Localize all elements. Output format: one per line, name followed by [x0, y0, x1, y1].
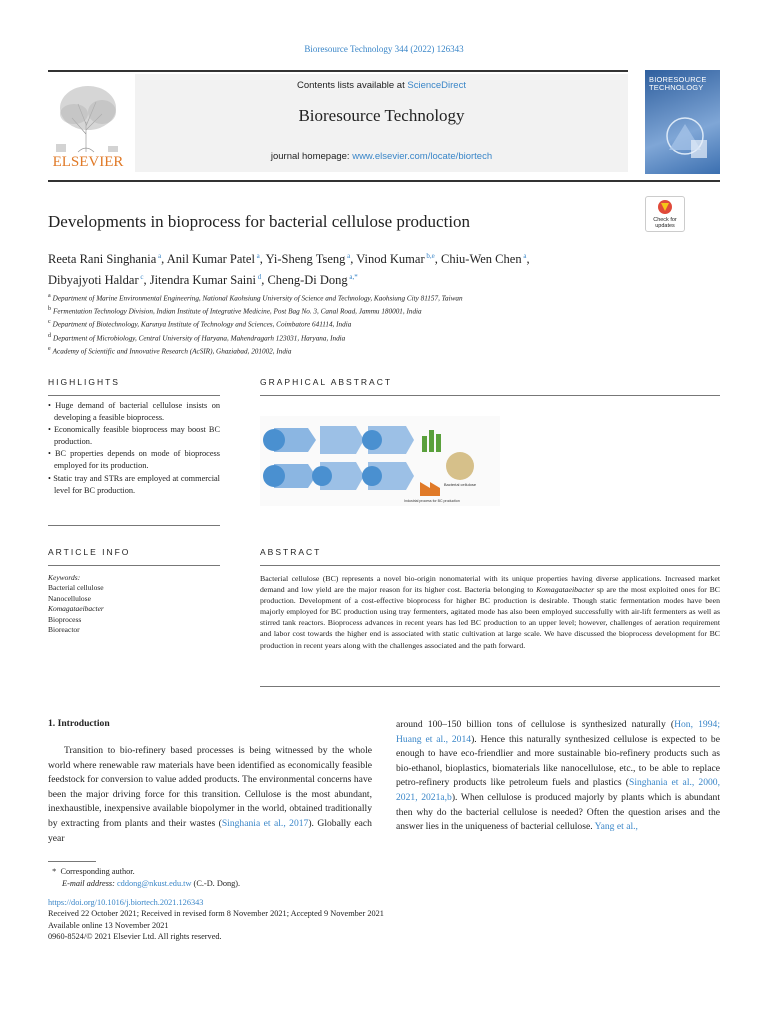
corresponding-author-note: * Corresponding author.	[48, 867, 135, 876]
author-name[interactable]: Anil Kumar Patel	[166, 252, 255, 267]
affiliation-line	[48, 304, 720, 317]
journal-name: Bioresource Technology	[298, 106, 465, 125]
journal-cover[interactable]	[645, 70, 720, 174]
check-for-updates-button[interactable]	[645, 196, 685, 232]
ga-label-bc: Bacterial cellulose	[443, 482, 477, 487]
highlight-item: • BC properties depends on mode of bioprocess employed for its production.	[48, 449, 220, 471]
author-name[interactable]: Dibyajyoti Haldar	[48, 273, 139, 288]
cover-title-line-2: TECHNOLOGY	[649, 83, 704, 92]
highlight-item: • Huge demand of bacterial cellulose insists on developing a feasible bioprocess.	[48, 401, 220, 423]
graphical-abstract-figure	[260, 416, 500, 506]
homepage-prefix: journal homepage:	[270, 151, 353, 162]
author-separator: ,	[161, 252, 167, 267]
abstract-bottom-rule	[260, 686, 720, 687]
abstract-part-2: sp are the most exploited ones for BC production. Development of a cost-effective bioprocess for higher BC production is desirable. Though static fermentation modes have been majorly employed for BC production using tray fermenters, agitated mode has also been employed successfully with air-lift fermenters as well as stirred tank reactors. Bioprocess advances in recent years has led BC production to an upper level; however, challenges of aeration requirement and labor cost towards the higher end is associated with static cultivation at large scale. We have discussed the bioprocess development for BC production in recent years along with the challenges associated and the path forward.	[260, 585, 720, 650]
citation-singhania-2017[interactable]: Singhania et al., 2017	[221, 817, 309, 829]
check-updates-icon	[656, 199, 674, 215]
cover-title-line-1: BIORESOURCE	[649, 75, 707, 84]
author-separator: ,	[143, 273, 150, 288]
journal-homepage-link[interactable]: www.elsevier.com/locate/biortech	[352, 151, 493, 162]
affiliation-letter: d	[48, 332, 51, 339]
affiliation-line	[48, 344, 720, 357]
affiliation-text: Department of Microbiology, Central University of Haryana, Mahendragarh 123031, Haryana, India	[53, 333, 346, 342]
email-note	[48, 878, 448, 890]
author-separator: ,	[526, 252, 530, 267]
introduction-heading: 1. Introduction	[48, 718, 110, 729]
author-affiliation-mark[interactable]: b,e	[424, 252, 435, 260]
header-bottom-rule	[48, 180, 720, 182]
check-updates-label-2: updates	[655, 223, 675, 229]
citation-hon-huang[interactable]: Hon, 1994; Huang et al., 2014	[396, 719, 720, 745]
citation-singhania-2000-2021[interactable]: Singhania et al., 2000, 2021, 2021a,b	[396, 777, 720, 803]
keywords-label: Keywords:	[48, 573, 81, 582]
author-affiliation-mark[interactable]: a	[254, 252, 260, 260]
affiliation-line	[48, 331, 720, 344]
author-name[interactable]: Cheng-Di Dong	[267, 273, 348, 288]
author-affiliation-mark[interactable]: d	[255, 273, 262, 282]
author-separator: ,	[350, 252, 357, 267]
abstract-part-1: Bacterial cellulose (BC) represents a novel bio-origin nonomaterial with its unique properties having diverse applications. Increased market demand and low yield are the major reason for its higher cost. Bacteria belonging to	[260, 574, 720, 595]
author-name[interactable]: Chiu-Wen Chen	[440, 252, 522, 267]
author-affiliation-mark[interactable]: a,*	[347, 273, 358, 282]
author-separator: ,	[259, 252, 266, 267]
affiliations	[48, 291, 720, 357]
article-info-rule	[48, 565, 220, 566]
cover-title	[649, 76, 707, 92]
author-name[interactable]: Yi-Sheng Tseng	[265, 252, 346, 267]
highlights-list	[48, 400, 220, 497]
article-info-heading: ARTICLE INFO	[48, 547, 131, 557]
intro-left-end: ). Globally each year	[48, 817, 372, 844]
article-title: Developments in bioprocess for bacterial cellulose production	[48, 212, 471, 231]
intro-left-column	[48, 744, 372, 846]
publication-info	[48, 897, 548, 943]
email-suffix: (C.-D. Dong).	[191, 879, 241, 888]
author-affiliation-mark[interactable]: a	[156, 252, 162, 260]
author-separator: ,	[261, 273, 268, 288]
highlights-rule	[48, 395, 220, 396]
copyright: 0960-8524/© 2021 Elsevier Ltd. All rights reserved.	[48, 932, 222, 942]
keyword-item: Nanocellulose	[48, 593, 91, 603]
highlight-item: • Economically feasible bioprocess may boost BC production.	[48, 425, 220, 447]
affiliation-letter: b	[48, 306, 51, 313]
affiliation-text: Department of Marine Environmental Engineering, National Kaohsiung University of Science and Technology, Kaohsiung City 81157, Taiwan	[52, 294, 463, 303]
graphical-abstract-rule	[260, 395, 720, 396]
affiliation-text: Fermentation Technology Division, Indian Institute of Integrative Medicine, Post Bag No. 3, Canal Road, Jammu 180001, India	[53, 307, 422, 316]
author-affiliation-mark[interactable]: c	[138, 273, 144, 282]
abstract-genus: Komagataeibacter	[536, 585, 595, 595]
affiliation-text: Department of Biotechnology, Karunya Institute of Technology and Sciences, Coimbatore 641114, India	[52, 320, 352, 329]
header-rule	[48, 70, 628, 72]
homepage-line	[135, 151, 628, 162]
affiliation-letter: c	[48, 319, 51, 326]
footnote-rule	[48, 861, 96, 862]
elsevier-tree-icon	[48, 74, 128, 172]
intro-right-text-c: ). When cellulose is produced majorly by plants which is abundant then why do the bacterial cellulose is needed? Often the question arises and the answer lies in the uniqueness of bacterial cellulose.	[396, 791, 720, 833]
keywords-block	[48, 573, 220, 635]
affiliation-line	[48, 317, 720, 330]
intro-right-text-b: ). Hence this naturally synthesized cellulose is expected to be enough to have eco-friendlier and more sustainable bio-refinery products such as bio-ethanol, bioplastics, biomaterials like nanocellulose, etc., to be able to replace petro-refinery products like petroleum fuels and plastics (	[396, 733, 720, 789]
flow-row-bottom	[263, 452, 474, 496]
email-label: E-mail address:	[62, 879, 117, 888]
cover-artwork-icon	[655, 110, 713, 166]
affiliation-line	[48, 291, 720, 304]
journal-reference[interactable]: Bioresource Technology 344 (2022) 126343	[304, 44, 464, 54]
citation-yang[interactable]: Yang et al.,	[594, 821, 638, 833]
intro-right-text-a: around 100–150 billion tons of cellulose is synthesized naturally (	[396, 719, 675, 730]
flow-row-top	[263, 426, 441, 454]
abstract-rule	[260, 565, 720, 566]
author-affiliation-mark[interactable]: a	[521, 252, 527, 260]
affiliation-text: Academy of Scientific and Innovative Research (AcSIR), Ghaziabad, 201002, India	[52, 347, 292, 356]
elsevier-wordmark: ELSEVIER	[52, 154, 124, 170]
sciencedirect-link[interactable]: ScienceDirect	[407, 80, 466, 91]
corresponding-author-text: Corresponding author.	[60, 867, 135, 876]
highlights-bottom-rule	[48, 525, 220, 526]
author-affiliation-mark[interactable]: a	[345, 252, 351, 260]
elsevier-logo[interactable]	[48, 74, 128, 172]
author-separator: ,	[434, 252, 441, 267]
abstract-heading: ABSTRACT	[260, 547, 322, 557]
check-updates-label-1: Check for	[653, 217, 677, 223]
intro-right-column	[396, 718, 720, 835]
keyword-item: Bioreactor	[48, 625, 80, 635]
affiliation-letter: e	[48, 345, 51, 352]
graphical-abstract-image[interactable]	[260, 416, 500, 506]
affiliation-letter: a	[48, 293, 51, 299]
keyword-item: Bacterial cellulose	[48, 583, 104, 593]
footnotes	[48, 866, 448, 890]
email-link[interactable]: cddong@nkust.edu.tw	[117, 879, 192, 888]
highlight-item: • Static tray and STRs are employed at commercial level for BC production.	[48, 473, 220, 495]
highlights-heading: HIGHLIGHTS	[48, 377, 120, 387]
author-list	[48, 247, 720, 289]
author-name[interactable]: Reeta Rani Singhania	[48, 252, 157, 267]
keyword-item: Bioprocess	[48, 614, 82, 624]
keyword-item: Komagataeibacter	[48, 604, 104, 614]
ga-label-industrial: Industrial process for BC production	[404, 499, 460, 503]
graphical-abstract-heading: GRAPHICAL ABSTRACT	[260, 377, 393, 387]
received-dates: Received 22 October 2021; Received in revised form 8 November 2021; Accepted 9 November 2021	[48, 909, 384, 919]
abstract-text	[260, 573, 720, 651]
intro-left-text: Transition to bio-refinery based processes is being witnessed by the whole world where renewable raw materials have been identified as economically feasible feedstock for conversion to value added products. The environmental concerns have been the major driving force for this transition. Cellulose is the most abundant, inexhaustible, inexpensive available biopolymer in the world, obtained traditionally by extracting from plants and their wastes (	[48, 745, 372, 829]
doi-link[interactable]: https://doi.org/10.1016/j.biortech.2021.126343	[48, 898, 204, 907]
online-date: Available online 13 November 2021	[48, 920, 169, 930]
contents-line	[135, 80, 628, 91]
author-name[interactable]: Vinod Kumar	[356, 252, 425, 267]
author-name[interactable]: Jitendra Kumar Saini	[149, 273, 256, 288]
contents-prefix: Contents lists available at	[297, 80, 408, 91]
